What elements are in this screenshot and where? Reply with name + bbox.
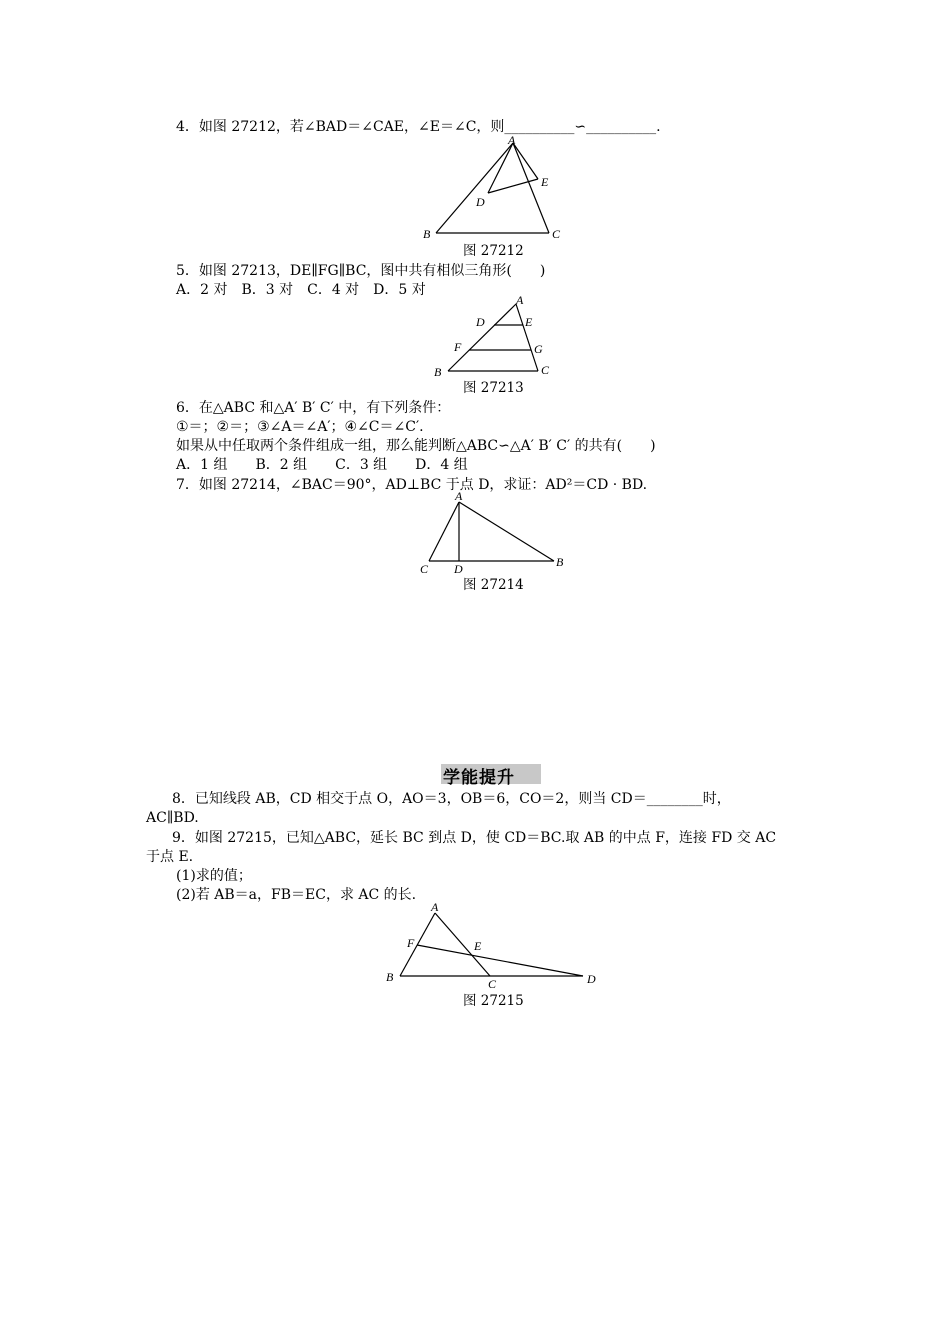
q4-end: .: [656, 119, 661, 135]
figure-27214: [415, 488, 575, 578]
fig27215-line-fd: [417, 945, 583, 976]
q6-conditions: ①＝；②＝；③∠A＝∠A′；④∠C＝∠C′.: [176, 419, 424, 435]
q6-options: A．1 组 B．2 组 C．3 组 D．4 组: [176, 457, 468, 473]
figure-27215: [380, 895, 605, 995]
q5-text: 5．如图 27213，DE∥FG∥BC，图中共有相似三角形( ): [176, 263, 546, 279]
figure-27213-caption: 图 27213: [463, 380, 524, 396]
fig27212-label-b: B: [423, 227, 431, 241]
fig27214-label-d: D: [454, 562, 463, 576]
figure-27214-caption: 图 27214: [463, 577, 524, 593]
figure-27213: [430, 295, 555, 380]
fig27213-label-e: E: [525, 315, 533, 329]
q5-options: A．2 对 B．3 对 C．4 对 D．5 对: [176, 282, 426, 298]
fig27213-label-b: B: [434, 365, 442, 379]
figure-27215-caption: 图 27215: [463, 993, 524, 1009]
fig27212-label-e: E: [541, 175, 549, 189]
q4-similar-sign: ∽: [574, 119, 587, 135]
fig27215-label-c: C: [488, 977, 497, 991]
q8-line-2: AC∥BD.: [146, 810, 199, 826]
section-title: 学能提升: [443, 768, 515, 788]
fig27214-label-b: B: [556, 555, 564, 569]
fig27213-label-d: D: [476, 315, 485, 329]
q9-part-1: (1)求的值；: [176, 868, 252, 884]
fig27212-line-ab: [436, 143, 513, 233]
q7-text: 7．如图 27214，∠BAC＝90°，AD⊥BC 于点 D，求证：AD²＝CD · BD.: [176, 477, 648, 493]
q9-line-2: 于点 E.: [146, 849, 194, 865]
fig27215-label-b: B: [386, 970, 394, 984]
fig27212-label-c: C: [552, 227, 561, 241]
fig27214-line-ac: [429, 502, 459, 561]
q6-question: 如果从中任取两个条件组成一组，那么能判断△ABC∽△A′ B′ C′ 的共有( ): [176, 438, 656, 454]
fig27215-line-ac: [435, 913, 490, 976]
fig27212-label-a: A: [508, 133, 516, 147]
q9-part-2: (2)若 AB＝a，FB＝EC，求 AC 的长.: [176, 887, 417, 903]
fig27214-label-a: A: [455, 489, 463, 503]
q8-line-1: 8．已知线段 AB，CD 相交于点 O，AO＝3，OB＝6，CO＝2，则当 CD＝________时，: [172, 791, 731, 807]
fig27213-label-a: A: [516, 293, 524, 307]
fig27214-line-ab: [459, 502, 554, 561]
q4-blank-2[interactable]: __________: [586, 119, 657, 135]
q4-stem: 4．如图 27212，若∠BAD＝∠CAE，∠E＝∠C，则: [176, 119, 505, 135]
fig27214-label-c: C: [420, 562, 429, 576]
fig27212-label-d: D: [476, 195, 485, 209]
figure-27212-caption: 图 27212: [463, 243, 524, 259]
figure-27212: [418, 130, 568, 245]
q6-text: 6．在△ABC 和△A′ B′ C′ 中，有下列条件：: [176, 400, 451, 416]
q4-blank-1[interactable]: __________: [504, 119, 575, 135]
fig27215-label-f: F: [407, 936, 415, 950]
fig27213-label-f: F: [454, 340, 462, 354]
fig27213-label-c: C: [541, 363, 550, 377]
section-banner: [441, 764, 541, 788]
fig27215-label-a: A: [431, 900, 439, 914]
q9-line-1: 9．如图 27215，已知△ABC，延长 BC 到点 D，使 CD＝BC.取 AB 的中点 F，连接 FD 交 AC: [172, 830, 777, 846]
fig27215-label-e: E: [474, 939, 482, 953]
fig27215-label-d: D: [587, 972, 596, 986]
fig27213-label-g: G: [534, 342, 543, 356]
